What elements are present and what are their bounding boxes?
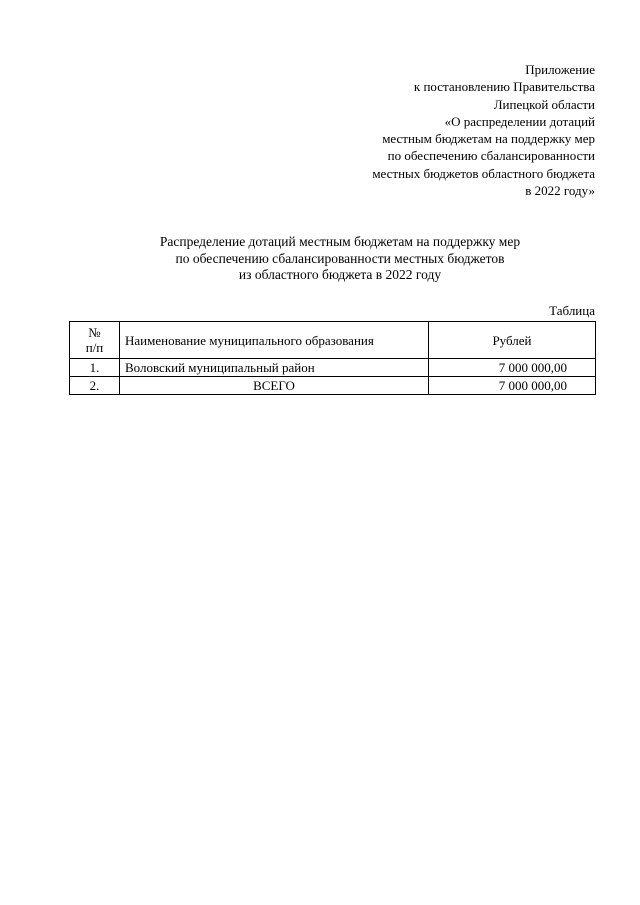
appendix-line: в 2022 году» xyxy=(525,183,595,199)
appendix-line: «О распределении дотаций xyxy=(444,113,595,129)
table-row xyxy=(70,359,596,377)
row-sum: 7 000 000,00 xyxy=(429,359,596,377)
header-sum: Рублей xyxy=(429,322,596,359)
row-number: 1. xyxy=(70,359,120,377)
title-line: из областного бюджета в 2022 году xyxy=(238,267,442,282)
distribution-table xyxy=(69,321,596,395)
appendix-line: Приложение xyxy=(525,62,595,77)
row-name: ВСЕГО xyxy=(120,377,429,395)
appendix-line: местным бюджетам на поддержку мер xyxy=(382,131,595,147)
row-name: Воловский муниципальный район xyxy=(120,359,429,377)
header-number-line1: № xyxy=(88,325,101,340)
table-label: Таблица xyxy=(549,303,595,318)
title-line: по обеспечению сбалансированности местных бюджетов xyxy=(175,250,505,266)
table-row-total xyxy=(70,377,596,395)
header-number xyxy=(70,322,120,359)
appendix-line: к постановлению Правительства xyxy=(413,79,595,95)
appendix-line: по обеспечению сбалансированности xyxy=(387,148,595,164)
header-name: Наименование муниципального образования xyxy=(120,322,429,359)
row-number: 2. xyxy=(70,377,120,395)
header-number-line2: п/п xyxy=(85,340,104,355)
table-header-row xyxy=(70,322,596,359)
appendix-line: местных бюджетов областного бюджета xyxy=(372,165,595,181)
appendix-line: Липецкой области xyxy=(493,96,595,112)
row-sum: 7 000 000,00 xyxy=(429,377,596,395)
document-title xyxy=(70,234,610,284)
appendix-block xyxy=(275,61,595,199)
title-line: Распределение дотаций местным бюджетам на поддержку мер xyxy=(159,234,521,249)
